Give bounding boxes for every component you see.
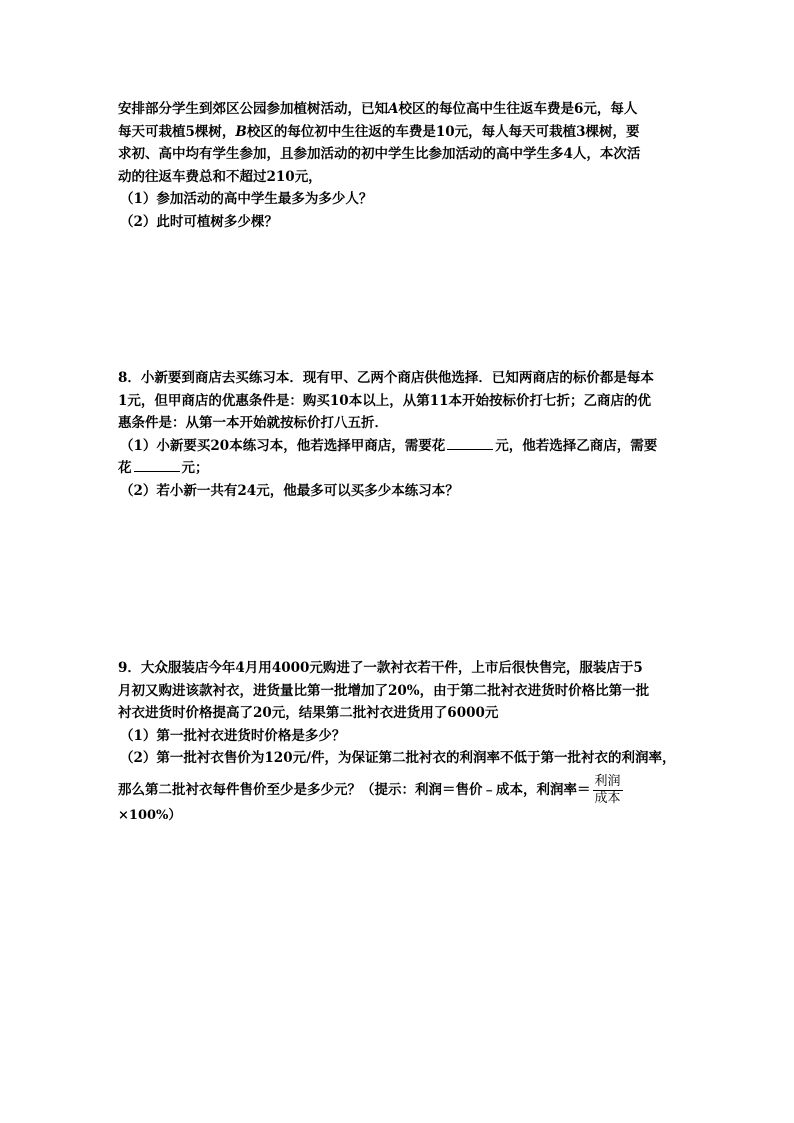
- number: 3: [576, 123, 586, 140]
- problem-8-question-1: [118, 435, 678, 458]
- text: 元，结果第二批衬衣进货用了: [271, 705, 448, 721]
- text: 校区的每位高中生往返车费是: [398, 101, 574, 117]
- text: 月初又购进该款衬衣，进货量比第一批增加了: [118, 682, 388, 699]
- campus-a-label: A: [388, 101, 399, 117]
- text: 人，本次活: [572, 146, 641, 162]
- text: （1）小新要买: [120, 437, 211, 454]
- answer-blank-shop-a[interactable]: [447, 435, 493, 450]
- number: 210: [266, 168, 295, 185]
- number: 20: [210, 437, 230, 454]
- text: 元购进了一款衬衣若干件，上市后很快售完，服装店于: [309, 660, 634, 676]
- text: ，由于第二批衬衣进货时价格比第一批: [419, 682, 650, 699]
- problem-7-line-4: [118, 166, 678, 189]
- campus-b-label: B: [235, 123, 247, 140]
- text: 元，: [294, 168, 322, 185]
- number: 6000: [447, 705, 485, 721]
- problem-7-line-2: [118, 121, 678, 144]
- text: 元，但甲商店的优惠条件是：购买: [127, 392, 330, 409]
- text: 元，每人每天可栽植: [454, 123, 577, 140]
- text: （2）第一批衬衣售价为: [120, 750, 265, 766]
- number: 1: [118, 392, 128, 409]
- text: 本练习本，他若选择甲商店，需要花: [229, 437, 446, 454]
- problem-9-question-2: [118, 747, 678, 770]
- number: 5: [185, 123, 195, 140]
- text: 月用: [244, 660, 272, 676]
- problem-8-line-1: 8．小新要到商店去买练习本．现有甲、乙两个商店供他选择．已知两商店的标价都是每本: [118, 370, 654, 386]
- fraction-numerator: 利润: [594, 773, 621, 789]
- text: 衬衣进货时价格提高了: [118, 705, 253, 721]
- problem-9-question-2-cont: [118, 770, 678, 810]
- problem-9-line-1: [118, 657, 678, 680]
- profit-rate-fraction: [593, 774, 623, 807]
- problem-7-question-1: （1）参加活动的高中学生最多为多少人？: [120, 191, 373, 207]
- number: 11: [429, 392, 449, 409]
- problem-7-line-1: [118, 98, 678, 121]
- number: 120: [264, 750, 293, 766]
- text: （2）若小新一共有: [120, 482, 238, 499]
- text: 元，每人: [583, 101, 638, 117]
- problem-7-question-2: （2）此时可植树多少棵？: [120, 213, 278, 230]
- problem-8-question-2: [118, 480, 678, 503]
- problem-8-line-3: 惠条件是：从第一本开始就按标价打八五折．: [118, 415, 388, 431]
- problem-8-question-1-cont: [118, 457, 678, 480]
- problem-9-line-2: [118, 680, 678, 703]
- problem-7: [118, 98, 678, 233]
- text: 棵树，要: [585, 123, 640, 140]
- number: 4: [563, 146, 573, 162]
- problem-9-line-3: [118, 702, 678, 725]
- problem-9-question-1: （1）第一批衬衣进货时价格是多少？: [120, 727, 346, 744]
- problem-8-line-2: [118, 390, 678, 413]
- number: 24: [237, 482, 257, 499]
- text: 动的往返车费总和不超过: [118, 168, 267, 185]
- text: 元，他若选择乙商店，需要: [495, 437, 658, 454]
- number: 20%: [388, 682, 420, 699]
- text: 校区的每位初中生往返的车费是: [246, 123, 436, 140]
- problem-8: [118, 367, 678, 502]
- text: 本开始按标价打七折；乙商店的优: [448, 392, 651, 409]
- text: 元/件，为保证第二批衬衣的利润率不低于第一批衬衣的利润率，: [292, 750, 676, 766]
- text: 求初、高中均有学生参加，且参加活动的初中学生比参加活动的高中学生多: [118, 146, 564, 162]
- number: 6: [573, 101, 584, 117]
- text: 元: [484, 705, 499, 721]
- text: 9．大众服装店今年: [118, 660, 236, 676]
- text: 棵树，: [194, 123, 236, 140]
- text: 元，他最多可以买多少本练习本？: [256, 482, 459, 499]
- text: 本以上，从第: [348, 392, 430, 409]
- text: 安排部分学生到郊区公园参加植树活动，已知: [118, 101, 388, 117]
- problem-9-tail: ×100%）: [118, 808, 182, 823]
- text: 花: [118, 460, 132, 476]
- text: 元；: [181, 460, 209, 476]
- number: 10: [329, 392, 349, 409]
- number: 20: [253, 705, 272, 721]
- number: 5: [633, 660, 643, 676]
- number: 4: [235, 660, 245, 676]
- number: 4000: [271, 660, 310, 676]
- number: 10: [435, 123, 455, 140]
- answer-blank-shop-b[interactable]: [134, 457, 180, 472]
- problem-9: [118, 657, 678, 810]
- problem-7-line-3: [118, 143, 678, 166]
- text: 那么第二批衬衣每件售价至少是多少元？（提示：利润＝售价﹣成本，利润率＝: [118, 781, 591, 798]
- fraction-denominator: 成本: [594, 790, 621, 806]
- text: 每天可栽植: [118, 123, 186, 140]
